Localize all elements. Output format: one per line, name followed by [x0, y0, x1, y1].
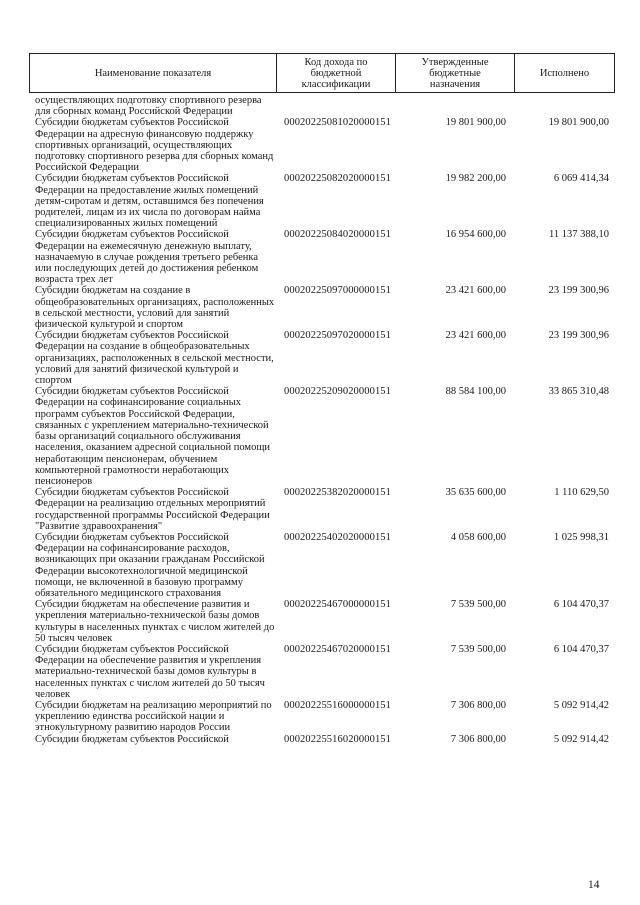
- cell-executed: 1 025 998,31: [553, 531, 609, 543]
- cell-name: Субсидии бюджетам субъектов Российской Федерации на софинансирование расходов, возникающих при оказании гражданам Российской Федерации высокотехнологичной медицинской помощи, не включенной в базовую программу обязательного медицинского страхования: [35, 531, 265, 599]
- cell-name: Субсидии бюджетам субъектов Российской: [35, 733, 229, 745]
- cell-executed: 19 801 900,00: [548, 117, 609, 129]
- cell-approved: 35 635 600,00: [445, 487, 506, 499]
- cell-approved: 16 954 600,00: [445, 229, 506, 241]
- cell-executed: 6 069 414,34: [553, 173, 609, 185]
- cell-name: Субсидии бюджетам субъектов Российской Федерации на создание в общеобразовательных организациях, расположенных в сельской местности, условий для занятий физической культурой и спортом: [35, 330, 274, 387]
- cell-approved: 7 306 800,00: [450, 699, 506, 711]
- cell-code: 00020225382020000151: [284, 487, 391, 499]
- cell-name: Субсидии бюджетам субъектов Российской Федерации на обеспечение развития и укрепления материально-технической базы домов культуры в населенных пунктах с числом жителей до 50 тысяч человек: [35, 643, 265, 700]
- cell-name: Субсидии бюджетам на создание в общеобразовательных организациях, расположенных в сельской местности, условий для занятий физической культурой и спортом: [35, 285, 275, 331]
- cell-approved: 88 584 100,00: [445, 386, 506, 398]
- table-row: [35, 644, 615, 700]
- cell-code: 00020225516000000151: [284, 699, 391, 711]
- cell-code: 00020225097000000151: [284, 285, 391, 297]
- cell-executed: 11 137 388,10: [549, 229, 609, 241]
- cell-approved: 7 539 500,00: [450, 599, 506, 611]
- table-row: [35, 700, 615, 734]
- cell-executed: 1 110 629,50: [554, 487, 609, 499]
- cell-code: 00020225084020000151: [284, 229, 391, 241]
- cell-approved: 7 306 800,00: [450, 733, 506, 745]
- cell-code: 00020225081020000151: [284, 117, 391, 129]
- cell-approved: 23 421 600,00: [445, 285, 506, 297]
- cell-name: Субсидии бюджетам субъектов Российской Федерации на софинансирование социальных программ субъектов Российской Федерации, связанных с укреплением материально-технической базы организаций социального обслуживания населения, оказанием адресной социальной помощи неработающим пенсионерам, обучением компьютерной грамотности неработающих пенсионеров: [35, 386, 271, 487]
- cell-code: 00020225467020000151: [284, 643, 391, 655]
- page-number: 14: [588, 879, 600, 891]
- cell-code: 00020225467000000151: [284, 599, 391, 611]
- cell-executed: 23 199 300,96: [548, 285, 609, 297]
- table-row: [35, 117, 615, 173]
- cell-code: 00020225516020000151: [284, 733, 391, 745]
- cell-name: Субсидии бюджетам субъектов Российской Федерации на предоставление жилых помещений детям-сиротам и детям, оставшимся без попечения родителей, лицам из их числа по договорам найма специализированных жилых помещений: [35, 173, 264, 230]
- cell-name: осуществляющих подготовку спортивного резерва для сборных команд Российской Федерации: [35, 95, 262, 118]
- cell-approved: 19 801 900,00: [445, 117, 506, 129]
- table-row: [35, 386, 615, 487]
- table-row: [35, 173, 615, 229]
- cell-executed: 33 865 310,48: [548, 386, 609, 398]
- header-executed-text: Исполнено: [539, 67, 590, 79]
- cell-approved: 7 539 500,00: [450, 643, 506, 655]
- table-row: [35, 532, 615, 599]
- cell-name: Субсидии бюджетам субъектов Российской Федерации на реализацию отдельных мероприятий государственной программы Российской Федерации "Развитие здравоохранения": [35, 487, 270, 532]
- header-approved-text: Утвержденные бюджетные назначения: [421, 56, 489, 90]
- cell-approved: 4 058 600,00: [450, 531, 506, 543]
- cell-executed: 5 092 914,42: [553, 699, 609, 711]
- cell-code: 00020225097020000151: [284, 330, 391, 342]
- cell-code: 00020225082020000151: [284, 173, 391, 185]
- cell-name: Субсидии бюджетам субъектов Российской Федерации на адресную финансовую поддержку спортивных организаций, осуществляющих подготовку спортивного резерва для сборных команд Российской Федерации: [35, 117, 274, 174]
- cell-executed: 23 199 300,96: [548, 330, 609, 342]
- header-income-code: [277, 54, 396, 92]
- header-executed: [515, 54, 614, 92]
- cell-executed: 5 092 914,42: [553, 733, 609, 745]
- table-row: [35, 285, 615, 330]
- cell-name: Субсидии бюджетам на реализацию мероприятий по укреплению единства российской нации и этнокультурному развитию народов России: [35, 699, 272, 734]
- table-row: [35, 330, 615, 386]
- cell-approved: 23 421 600,00: [445, 330, 506, 342]
- cell-name: Субсидии бюджетам субъектов Российской Федерации на ежемесячную денежную выплату, назначаемую в случае рождения третьего ребенка или последующих детей до достижения ребенком возраста трех лет: [35, 229, 259, 286]
- cell-code: 00020225209020000151: [284, 386, 391, 398]
- table-body: [35, 95, 615, 745]
- table-row: [35, 229, 615, 285]
- header-approved: [396, 54, 515, 92]
- cell-name: Субсидии бюджетам на обеспечение развития и укрепления материально-технической базы домов культуры в населенных пунктах с числом жителей до 50 тысяч человек: [35, 599, 275, 644]
- cell-approved: 19 982 200,00: [445, 173, 506, 185]
- table-row: [35, 599, 615, 644]
- table-row: [35, 487, 615, 532]
- header-indicator-name: [30, 54, 277, 92]
- header-indicator-name-text: Наименование показателя: [94, 67, 212, 79]
- header-income-code-text: Код дохода по бюджетной классификации: [301, 56, 371, 90]
- cell-executed: 6 104 470,37: [553, 643, 609, 655]
- cell-code: 00020225402020000151: [284, 531, 391, 543]
- cell-executed: 6 104 470,37: [553, 599, 609, 611]
- table-header: [29, 53, 615, 93]
- table-row: [35, 734, 615, 745]
- table-row: [35, 95, 615, 117]
